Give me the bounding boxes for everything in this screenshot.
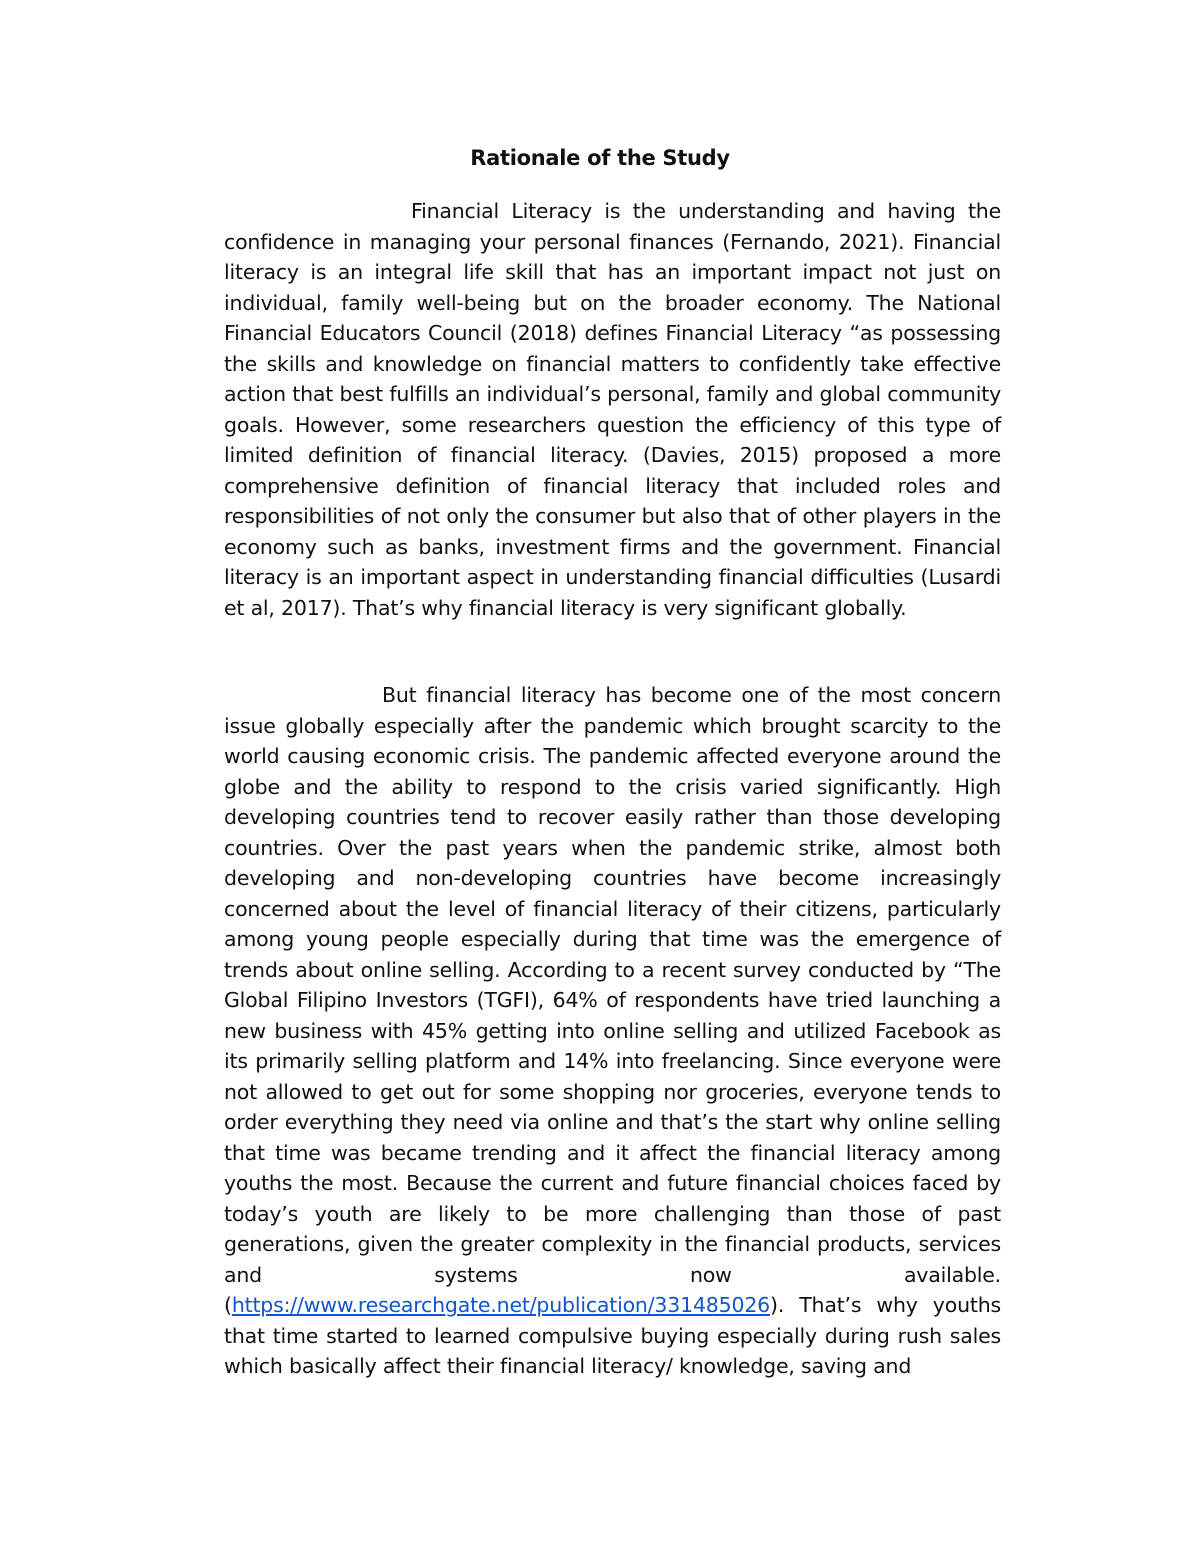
researchgate-link[interactable]: https://www.researchgate.net/publication/331485026 [231,1293,771,1317]
paragraph-2 [224,680,1001,1382]
paragraph-2-text-after-link: ). That’s why youths that time started to learned compulsive buying especially during rush sales which basically affect their financial literacy/ knowledge, saving and [224,1293,1001,1378]
paragraph-2-text-before-link: But financial literacy has become one of the most concern issue globally especially after the pandemic which brought scarcity to the world causing economic crisis. The pandemic affected everyone around the globe and the ability to respond to the crisis varied significantly. High developing countries tend to recover easily rather than those developing countries. Over the past years when the pandemic strike, almost both developing and non-developing countries have become increasingly concerned about the level of financial literacy of their citizens, particularly among young people especially during that time was the emergence of trends about online selling. According to a recent survey conducted by “The Global Filipino Investors (TGFI), 64% of respondents have tried launching a new business with 45% getting into online selling and utilized Facebook as its primarily selling platform and 14% into freelancing. Since everyone were not allowed to get out for some shopping nor groceries, everyone tends to order everything they need via online and that’s the start why online selling that time was became trending and it affect the financial literacy among youths the most. Because the current and future financial choices faced by today’s youth are likely to be more challenging than those of past generations, given the greater complexity in the financial products, services and systems now available. ( [224,683,1001,1317]
document-title: Rationale of the Study [470,146,730,170]
paragraph-1: Financial Literacy is the understanding and having the confidence in managing your personal finances (Fernando, 2021). Financial literacy is an integral life skill that has an important impact not just on individual, family well-being but on the broader economy. The National Financial Educators Council (2018) defines Financial Literacy “as possessing the skills and knowledge on financial matters to confidently take effective action that best fulfills an individual’s personal, family and global community goals. However, some researchers question the efficiency of this type of limited definition of financial literacy. (Davies, 2015) proposed a more comprehensive definition of financial literacy that included roles and responsibilities of not only the consumer but also that of other players in the economy such as banks, investment firms and the government. Financial literacy is an important aspect in understanding financial difficulties (Lusardi et al, 2017). That’s why financial literacy is very significant globally. [224,199,1001,620]
